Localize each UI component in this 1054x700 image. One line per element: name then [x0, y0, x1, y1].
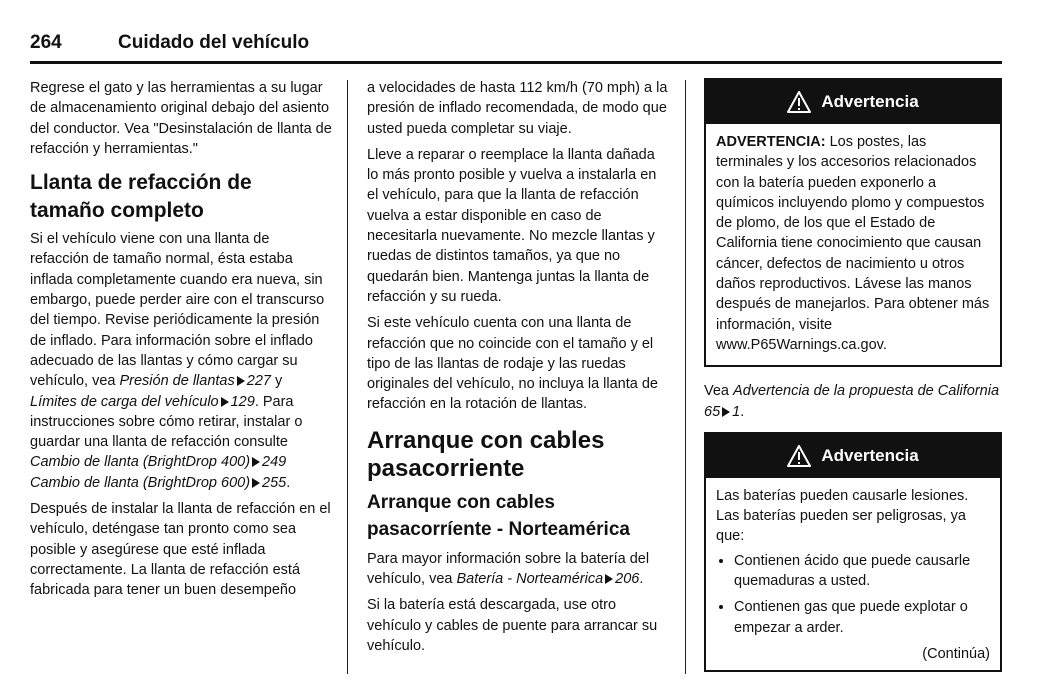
page-ref-arrow-icon [722, 407, 730, 417]
page-header [30, 30, 1002, 62]
column-1 [30, 78, 332, 607]
heading-jump-starting-na: Arranque con cables pasacorríente - Norteamérica [367, 491, 630, 540]
warning-header [706, 80, 1000, 124]
ref-battery[interactable]: Batería - Norteamérica [456, 571, 604, 588]
list-item: • Contienen ácido que puede causarle quemaduras a usted. [734, 551, 990, 592]
paragraph-spare-info: Si el vehículo viene con una llanta de refacción de tamaño normal, ésta estaba inflada completamente cuando era nueva, sin embargo, puede perder aire con el transcurso del tiempo. Revise periódicamente la presión de inflado. Para información sobre el inflado adecuado de las llantas y cómo cargar su vehículo, vea Presión de llantas 227 y Límites de carga del vehículo 129. Para instrucciones sobre cómo retirar, instalar o guardar una llanta de refacción consulte Cambio de llanta (BrightDrop 400) 249 Cambio de llanta (BrightDrop 600) 255. [30, 231, 325, 491]
paragraph: Después de instalar la llanta de refacción en el vehículo, deténgase tan pronto como sea posible y asegúrese que esté inflada correctamente. La llanta de refacción está fabricada para tener un buen desempeño [30, 501, 331, 599]
warning-text: Las baterías pueden causarle lesiones. Las baterías pueden ser peligrosas, ya que: [716, 487, 969, 545]
paragraph: Lleve a reparar o reemplace la llanta dañada lo más pronto posible y vuelva a instalarla en el vehículo, para que la llanta de refacción vuelva a estar disponible en caso de necesitarla nuevamente. No mezcle llantas y ruedas de distintos tamaños, ya que no quedarán bien. Mantenga juntas la llanta de refacción y su rueda. [367, 146, 657, 305]
list-item: • Contienen gas que puede explotar o empezar a arder. [734, 597, 990, 638]
warning-title: Advertencia [821, 91, 919, 111]
page-ref-arrow-icon [237, 376, 245, 386]
warning-triangle-icon [787, 445, 811, 467]
ref-tire-change-600[interactable]: Cambio de llanta (BrightDrop 600) [30, 474, 251, 491]
column-3 [704, 78, 1002, 682]
warning-text: Los postes, las terminales y los accesorios relacionados con la batería pueden exponerlo a químicos incluyendo plomo y compuestos de plomo, de los que el Estado de California tiene conocimiento que causan cáncer, defectos de nacimiento u otros daños reproductivos. Lávese las manos después de manejarlos. Para obtener más información, visite www.P65Warnings.ca.gov. [716, 134, 990, 353]
column-2 [367, 78, 669, 662]
ref-load-limits[interactable]: Límites de carga del vehículo [30, 393, 219, 410]
warning-title: Advertencia [821, 445, 919, 465]
warning-triangle-icon [787, 91, 811, 113]
heading-jump-starting: Arranque con cables pasacorriente [367, 426, 605, 482]
section-title: Cuidado del vehículo [118, 32, 310, 53]
warning-box-battery [704, 432, 1002, 672]
warning-box-prop65 [704, 78, 1002, 367]
paragraph: Si la batería está descargada, use otro vehículo y cables de puente para arrancar su vehículo. [367, 597, 658, 654]
page-ref-arrow-icon [221, 397, 229, 407]
header-rule [30, 61, 1002, 64]
warning-header [706, 434, 1000, 478]
paragraph: Regrese el gato y las herramientas a su lugar de almacenamiento original debajo del asiento del conductor. Vea "Desinstalación de llanta de refacción y herramientas." [30, 80, 332, 157]
ref-tire-pressure[interactable]: Presión de llantas [119, 373, 235, 390]
continued-label: (Continúa) [922, 645, 990, 662]
column-divider-1 [347, 80, 348, 674]
page-ref-arrow-icon [605, 574, 613, 584]
warning-body [706, 124, 1000, 365]
paragraph-battery-ref: Para mayor información sobre la batería del vehículo, vea Batería - Norteamérica 206. [367, 550, 650, 588]
ref-tire-change-400[interactable]: Cambio de llanta (BrightDrop 400) [30, 454, 251, 471]
warning-label: ADVERTENCIA: [716, 134, 826, 150]
paragraph-prop65-ref: Vea Advertencia de la propuesta de California 65 1. [704, 383, 1000, 420]
page-ref-arrow-icon [252, 457, 260, 467]
heading-full-size-spare: Llanta de refacción de tamaño completo [30, 171, 252, 223]
page-ref-arrow-icon [252, 478, 260, 488]
paragraph: a velocidades de hasta 112 km/h (70 mph) a la presión de inflado recomendada, de modo que usted pueda completar su viaje. [367, 80, 668, 137]
paragraph: Si este vehículo cuenta con una llanta de refacción que no coincide con el tamaño y el tipo de las llantas de rodaje y las ruedas originales del vehículo, no incluya la llanta de refacción en la rotación de llantas. [367, 315, 658, 413]
warning-body [706, 478, 1000, 670]
warning-list [716, 551, 990, 638]
page-number: 264 [30, 32, 62, 53]
column-divider-2 [685, 80, 686, 674]
ref-prop65[interactable]: Advertencia de la propuesta de California 65 [704, 383, 1000, 420]
